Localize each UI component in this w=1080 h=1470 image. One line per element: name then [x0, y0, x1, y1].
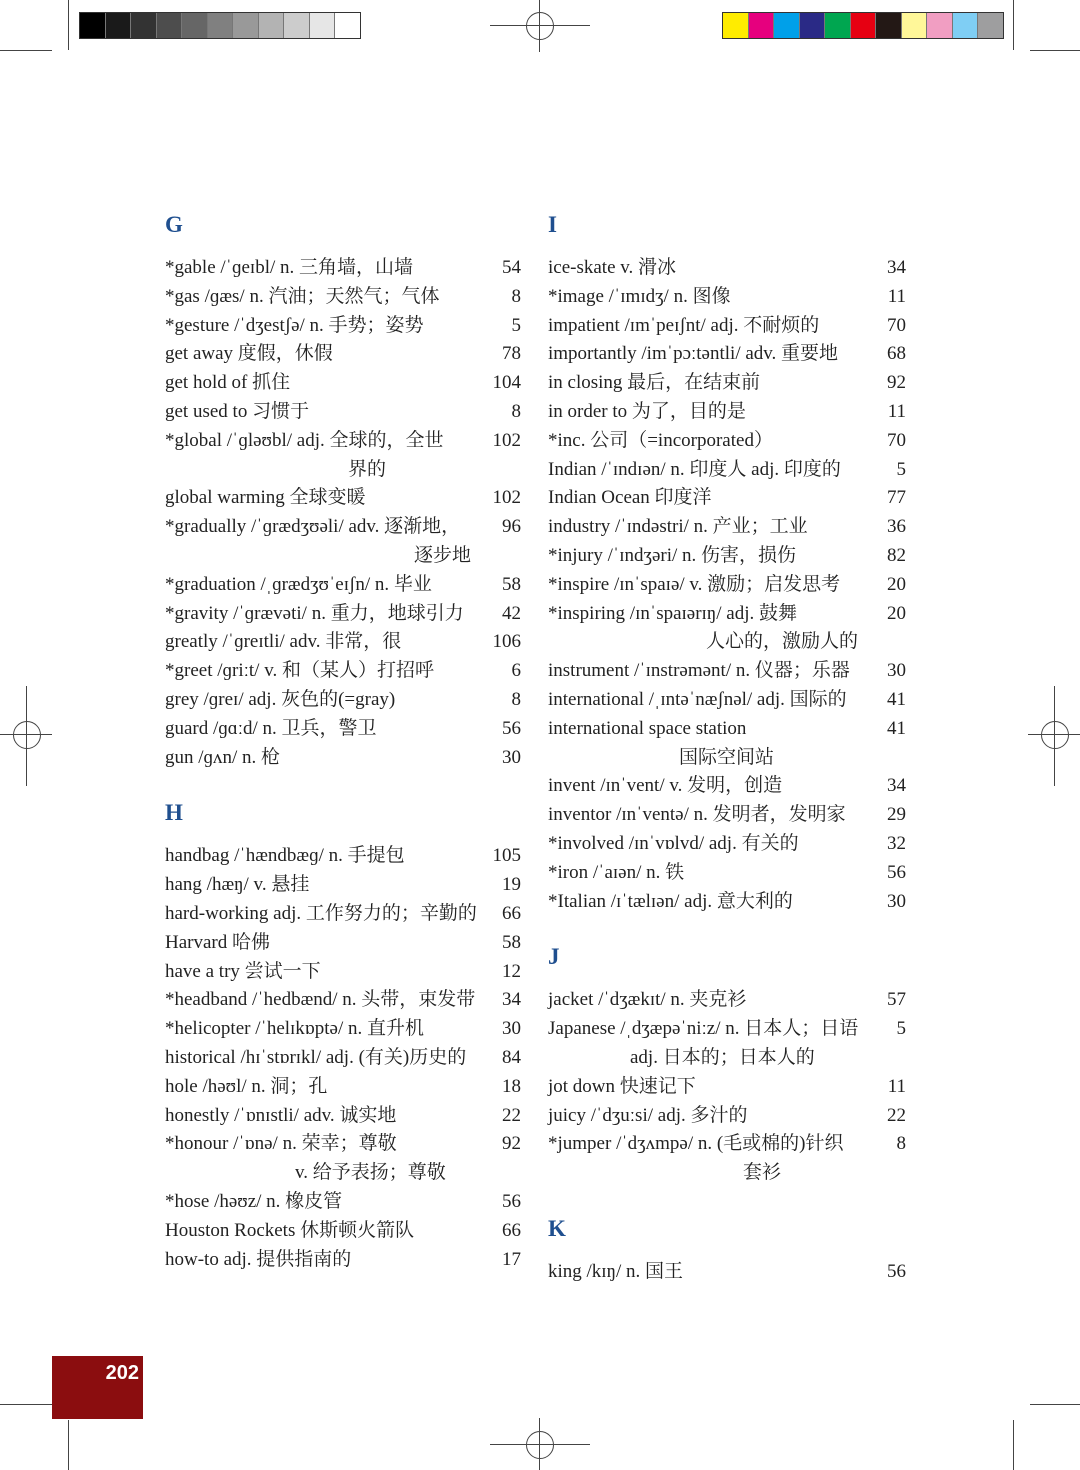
color-swatch [978, 13, 1003, 38]
entry-page-number: 11 [887, 1075, 906, 1097]
glossary-entry [165, 1044, 521, 1073]
section-i [548, 210, 906, 916]
glossary-entry [165, 369, 521, 398]
entry-term: *inspire /ɪnˈspaɪə/ v. 激励；启发思考 [548, 573, 841, 595]
entry-term: in order to 为了，目的是 [548, 400, 746, 422]
glossary-entry [165, 398, 521, 427]
entry-page-number: 34 [887, 775, 906, 797]
glossary-entry [548, 600, 906, 658]
glossary-entry [548, 1258, 906, 1287]
glossary-entry [548, 830, 906, 859]
entry-page-number: 68 [887, 343, 906, 365]
entry-page-number: 70 [887, 314, 906, 336]
entry-continuation: adj. 日本的；日本人的 [630, 1046, 815, 1068]
entry-page-number: 92 [887, 372, 906, 394]
entry-page-number: 41 [887, 717, 906, 739]
glossary-entry [548, 1015, 906, 1073]
entry-page-number: 105 [492, 845, 521, 867]
entry-page-number: 84 [502, 1046, 521, 1068]
entry-term: jacket /ˈdʒækɪt/ n. 夹克衫 [548, 989, 747, 1011]
glossary-entry [548, 859, 906, 888]
glossary-entry [165, 958, 521, 987]
entry-page-number: 106 [492, 631, 521, 653]
entry-term: global warming 全球变暖 [165, 487, 366, 509]
glossary-entry [548, 542, 906, 571]
section-h [165, 798, 521, 1274]
glossary-entry [548, 369, 906, 398]
glossary-entry [165, 312, 521, 341]
entry-page-number: 56 [502, 1190, 521, 1212]
gray-swatch [284, 13, 310, 38]
color-swatch [876, 13, 902, 38]
gray-swatch [106, 13, 132, 38]
glossary-entry [548, 888, 906, 917]
section-letter-g: G [165, 212, 183, 237]
entry-term: *image /ˈɪmɪdʒ/ n. 图像 [548, 285, 731, 307]
glossary-entry [548, 254, 906, 283]
entry-term: *greet /ɡriːt/ v. 和（某人）打招呼 [165, 660, 434, 682]
gray-swatch [310, 13, 336, 38]
section-k [548, 1214, 906, 1287]
entry-page-number: 104 [492, 372, 521, 394]
glossary-entry [165, 254, 521, 283]
gray-swatch [131, 13, 157, 38]
entry-page-number: 20 [887, 573, 906, 595]
entry-page-number: 36 [887, 516, 906, 538]
glossary-entry [165, 715, 521, 744]
glossary-entry [165, 842, 521, 871]
entry-term: *honour /ˈɒnə/ n. 荣幸；尊敬 [165, 1133, 397, 1155]
entry-term: in closing 最后，在结束前 [548, 372, 761, 394]
entry-page-number: 30 [887, 660, 906, 682]
entry-page-number: 102 [492, 429, 521, 451]
entry-page-number: 66 [502, 1219, 521, 1241]
entry-term: get away 度假，休假 [165, 343, 333, 365]
glossary-entry [548, 801, 906, 830]
entry-term: inventor /ɪnˈventə/ n. 发明者，发明家 [548, 804, 846, 826]
entry-page-number: 20 [887, 602, 906, 624]
entry-page-number: 30 [887, 890, 906, 912]
entry-page-number: 8 [896, 1133, 906, 1155]
entry-term: jot down 快速记下 [548, 1075, 696, 1097]
entry-term: international space station [548, 717, 747, 739]
gray-swatch [80, 13, 106, 38]
glossary-entry [548, 283, 906, 312]
glossary-entry [165, 871, 521, 900]
entry-term: king /kɪŋ/ n. 国王 [548, 1260, 684, 1282]
entry-term: *global /ˈɡləʊbl/ adj. 全球的，全世 [165, 429, 444, 451]
glossary-entry [165, 484, 521, 513]
glossary-entry [548, 427, 906, 456]
glossary-entry [548, 1073, 906, 1102]
entry-page-number: 6 [511, 660, 521, 682]
entry-page-number: 56 [502, 717, 521, 739]
color-swatch [800, 13, 826, 38]
entry-page-number: 77 [887, 487, 906, 509]
glossary-entry [165, 744, 521, 773]
gray-swatch [208, 13, 234, 38]
entry-page-number: 102 [492, 487, 521, 509]
entry-page-number: 17 [502, 1248, 521, 1270]
glossary-entry [548, 1102, 906, 1131]
color-swatch [749, 13, 775, 38]
entry-page-number: 56 [887, 861, 906, 883]
entry-term: hang /hæŋ/ v. 悬挂 [165, 874, 310, 896]
entry-page-number: 66 [502, 902, 521, 924]
glossary-entry [548, 340, 906, 369]
glossary-column-left [165, 210, 521, 1300]
section-letter-i: I [548, 212, 557, 237]
entry-page-number: 54 [502, 257, 521, 278]
entry-term: *inspiring /ɪnˈspaɪərɪŋ/ adj. 鼓舞 [548, 602, 797, 624]
glossary-entry [165, 513, 521, 571]
entry-continuation: 套衫 [743, 1162, 782, 1184]
section-letter-j: J [548, 944, 560, 970]
entry-page-number: 19 [502, 874, 521, 896]
entry-term: hard-working adj. 工作努力的；辛勤的 [165, 902, 477, 924]
gray-swatch [259, 13, 285, 38]
glossary-entry [548, 715, 906, 773]
entry-term: *iron /ˈaɪən/ n. 铁 [548, 861, 685, 883]
glossary-entry [548, 657, 906, 686]
entry-continuation: 国际空间站 [679, 746, 775, 768]
entry-term: greatly /ˈɡreɪtli/ adv. 非常，很 [165, 631, 402, 653]
glossary-entry [548, 686, 906, 715]
entry-term: get hold of 抓住 [165, 372, 291, 394]
entry-term: Harvard 哈佛 [165, 931, 270, 953]
color-swatch [927, 13, 953, 38]
entry-page-number: 5 [511, 314, 521, 336]
entry-term: hole /həʊl/ n. 洞；孔 [165, 1075, 328, 1097]
entry-page-number: 96 [502, 516, 521, 538]
entry-term: *gradually /ˈɡrædʒʊəli/ adv. 逐渐地， [165, 516, 461, 538]
entry-page-number: 34 [502, 989, 521, 1011]
entry-term: Houston Rockets 休斯顿火箭队 [165, 1219, 415, 1241]
entry-term: how-to adj. 提供指南的 [165, 1248, 352, 1270]
entry-page-number: 41 [887, 688, 906, 710]
entry-term: Japanese /ˌdʒæpəˈniːz/ n. 日本人；日语 [548, 1018, 859, 1040]
glossary-entry [165, 1073, 521, 1102]
glossary-entry [165, 340, 521, 369]
glossary-entry [165, 1015, 521, 1044]
color-swatch [953, 13, 979, 38]
entry-term: *graduation /ˌɡrædʒʊˈeɪʃn/ n. 毕业 [165, 573, 432, 595]
section-g [165, 210, 521, 772]
entry-page-number: 30 [502, 746, 521, 768]
glossary-entry [165, 657, 521, 686]
entry-page-number: 5 [896, 458, 906, 480]
color-swatch [774, 13, 800, 38]
glossary-entry [548, 456, 906, 485]
entry-page-number: 30 [502, 1018, 521, 1040]
glossary-entry [165, 929, 521, 958]
entry-term: juicy /ˈdʒuːsi/ adj. 多汁的 [548, 1104, 748, 1126]
glossary-entry [165, 1130, 521, 1188]
entry-term: gun /ɡʌn/ n. 枪 [165, 746, 281, 768]
glossary-entry [548, 571, 906, 600]
section-j [548, 942, 906, 1188]
entry-term: industry /ˈɪndəstri/ n. 产业；工业 [548, 516, 808, 538]
entry-continuation: v. 给予表扬；尊敬 [295, 1162, 446, 1184]
entry-page-number: 29 [887, 804, 906, 826]
gray-swatch [182, 13, 208, 38]
glossary-entry [548, 398, 906, 427]
entry-term: *involved /ɪnˈvɒlvd/ adj. 有关的 [548, 832, 799, 854]
gray-swatch [157, 13, 183, 38]
glossary-entry [548, 986, 906, 1015]
entry-term: *Italian /ɪˈtælɪən/ adj. 意大利的 [548, 890, 793, 912]
entry-term: *gas /ɡæs/ n. 汽油；天然气；气体 [165, 285, 440, 307]
entry-page-number: 34 [887, 257, 906, 278]
entry-page-number: 12 [502, 960, 521, 982]
color-swatch [825, 13, 851, 38]
entry-term: importantly /imˈpɔːtəntli/ adv. 重要地 [548, 343, 839, 365]
entry-page-number: 57 [887, 989, 906, 1011]
entry-term: ice-skate v. 滑冰 [548, 257, 677, 278]
entry-continuation: 界的 [348, 458, 387, 480]
gray-calibration-strip [79, 12, 361, 39]
glossary-entry [548, 772, 906, 801]
section-letter-h: H [165, 800, 183, 826]
entry-page-number: 8 [511, 688, 521, 710]
entry-page-number: 42 [502, 602, 521, 624]
glossary-entry [165, 1188, 521, 1217]
entry-page-number: 22 [502, 1104, 521, 1126]
entry-page-number: 8 [511, 400, 521, 422]
entry-page-number: 82 [887, 544, 906, 566]
color-calibration-strip [722, 12, 1004, 39]
glossary-entry [165, 283, 521, 312]
entry-term: *gesture /ˈdʒestʃə/ n. 手势；姿势 [165, 314, 424, 336]
glossary-entry [165, 900, 521, 929]
glossary-entry [165, 1102, 521, 1131]
entry-term: *gravity /ˈɡrævəti/ n. 重力，地球引力 [165, 602, 464, 624]
gray-swatch [233, 13, 259, 38]
glossary-entry [548, 513, 906, 542]
entry-page-number: 22 [887, 1104, 906, 1126]
entry-page-number: 92 [502, 1133, 521, 1155]
entry-term: invent /ɪnˈvent/ v. 发明，创造 [548, 775, 783, 797]
entry-term: Indian Ocean 印度洋 [548, 487, 712, 509]
page-number-tab [52, 1356, 143, 1419]
entry-continuation: 逐步地 [414, 544, 472, 566]
entry-page-number: 58 [502, 931, 521, 953]
entry-term: have a try 尝试一下 [165, 960, 321, 982]
glossary-entry [165, 628, 521, 657]
glossary-entry [548, 1130, 906, 1188]
entry-continuation: 人心的，激励人的 [706, 631, 859, 653]
entry-page-number: 5 [896, 1018, 906, 1040]
glossary-entry [165, 427, 521, 485]
gray-swatch [335, 13, 360, 38]
entry-term: *headband /ˈhedbænd/ n. 头带，束发带 [165, 989, 476, 1011]
entry-page-number: 56 [887, 1260, 906, 1282]
entry-term: historical /hɪˈstɒrɪkl/ adj. (有关)历史的 [165, 1046, 467, 1068]
entry-page-number: 58 [502, 573, 521, 595]
entry-term: impatient /ɪmˈpeɪʃnt/ adj. 不耐烦的 [548, 314, 820, 336]
entry-term: *jumper /ˈdʒʌmpə/ n. (毛或棉的)针织 [548, 1133, 844, 1155]
entry-term: guard /ɡɑːd/ n. 卫兵，警卫 [165, 717, 377, 739]
entry-page-number: 11 [887, 285, 906, 307]
entry-page-number: 32 [887, 832, 906, 854]
page-number: 202 [105, 1362, 139, 1384]
glossary-entry [548, 484, 906, 513]
color-swatch [723, 13, 749, 38]
entry-term: *hose /həʊz/ n. 橡皮管 [165, 1190, 343, 1212]
entry-term: honestly /ˈɒnɪstli/ adv. 诚实地 [165, 1104, 397, 1126]
entry-term: get used to 习惯于 [165, 400, 310, 422]
entry-term: international /ˌɪntəˈnæʃnəl/ adj. 国际的 [548, 688, 847, 710]
glossary-entry [548, 312, 906, 341]
glossary-entry [165, 1217, 521, 1246]
color-swatch [902, 13, 928, 38]
entry-term: *injury /ˈɪndʒəri/ n. 伤害，损伤 [548, 544, 797, 566]
glossary-entry [165, 986, 521, 1015]
section-letter-k: K [548, 1215, 566, 1241]
glossary-entry [165, 686, 521, 715]
entry-page-number: 18 [502, 1075, 521, 1097]
entry-term: *helicopter /ˈhelɪkɒptə/ n. 直升机 [165, 1018, 424, 1040]
glossary-column-right [548, 210, 906, 1313]
entry-term: grey /ɡreɪ/ adj. 灰色的(=gray) [165, 688, 396, 710]
glossary-entry [165, 1246, 521, 1275]
entry-page-number: 78 [502, 343, 521, 365]
glossary-entry [165, 600, 521, 629]
entry-term: *inc. 公司（=incorporated） [548, 429, 773, 451]
entry-term: Indian /ˈɪndɪən/ n. 印度人 adj. 印度的 [548, 458, 841, 480]
entry-term: *gable /ˈɡeɪbl/ n. 三角墙，山墙 [165, 257, 414, 278]
entry-page-number: 8 [511, 285, 521, 307]
entry-term: instrument /ˈɪnstrəmənt/ n. 仪器；乐器 [548, 660, 850, 682]
entry-page-number: 11 [887, 400, 906, 422]
entry-page-number: 70 [887, 429, 906, 451]
glossary-entry [165, 571, 521, 600]
entry-term: handbag /ˈhændbæɡ/ n. 手提包 [165, 845, 405, 867]
color-swatch [851, 13, 877, 38]
